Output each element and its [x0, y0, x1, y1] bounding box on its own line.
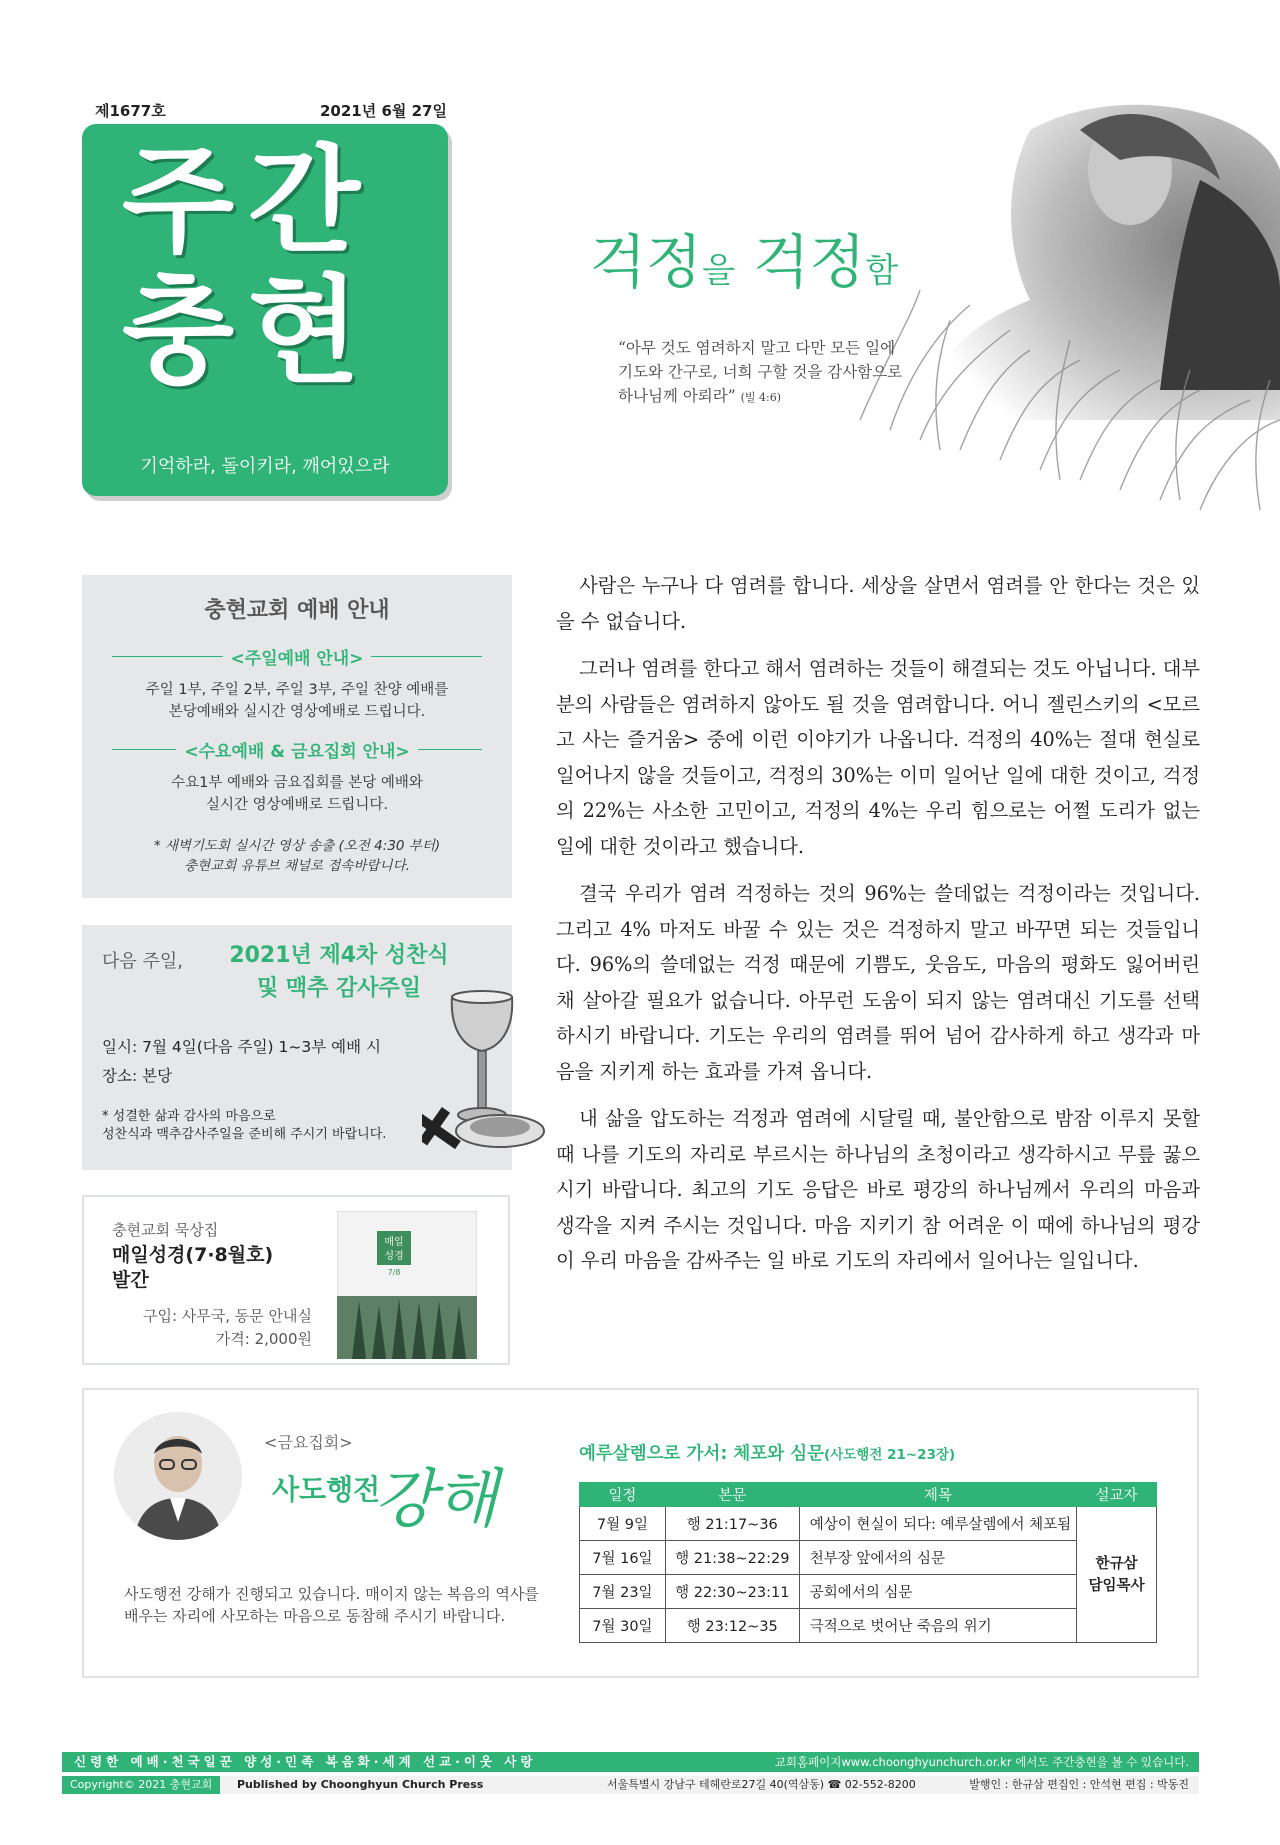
- communion-note: [102, 1108, 386, 1144]
- feature-article: [556, 568, 1200, 1291]
- quote-line-3: 하나님께 아뢰라”: [618, 387, 736, 405]
- masthead-title-line2: 충현: [122, 264, 375, 399]
- cover-text-2: 성경: [384, 1251, 404, 1262]
- masthead-title-line1: 주간: [122, 134, 375, 269]
- pastor-avatar: [114, 1412, 242, 1540]
- church-address: 서울특별시 강남구 테헤란로27길 40(역삼동) ☎ 02-552-8200: [607, 1778, 916, 1791]
- sunday-body-line-1: 주일 1부, 주일 2부, 주일 3부, 주일 찬양 예배를: [145, 682, 449, 698]
- row-title: 천부장 앞에서의 심문: [799, 1541, 1076, 1575]
- booklet-title: [112, 1243, 273, 1293]
- worship-info-box: [82, 575, 512, 898]
- column-header-date: 일정: [580, 1483, 666, 1507]
- quote-reference: (빌 4:6): [740, 391, 782, 404]
- booklet-price: 가격: 2,000원: [215, 1330, 312, 1348]
- weekday-body-line-1: 수요1부 예배와 금요집회를 본당 예배와: [171, 775, 423, 791]
- footer-slogan-bar: [62, 1752, 1199, 1772]
- lecture-desc-line-2: 배우는 자리에 사모하는 마음으로 동참해 주시기 바랍니다.: [124, 1607, 506, 1625]
- issue-date: 2021년 6월 27일: [320, 102, 447, 120]
- dawn-note-line-1: * 새벽기도회 실시간 영상 송출 (오전 4:30 부터): [153, 838, 441, 854]
- lecture-schedule-table: [579, 1482, 1157, 1643]
- masthead-motto: 기억하라, 돌이키라, 깨어있으라: [140, 456, 390, 477]
- website-link[interactable]: 교회홈페이지www.choonghyunchurch.or.kr 에서도 주간충현을 볼 수 있습니다.: [774, 1755, 1189, 1769]
- row-text: 행 21:17~36: [665, 1507, 799, 1541]
- devotional-booklet-box: [82, 1195, 510, 1365]
- weekday-worship-title: <수요예배 & 금요집회 안내>: [104, 737, 490, 762]
- preacher-cell: [1077, 1507, 1157, 1643]
- article-paragraph-1: 사람은 누구나 다 염려를 합니다. 세상을 살면서 염려를 안 한다는 것은 있을 수 없습니다.: [556, 574, 1200, 633]
- sunday-body-line-2: 본당예배와 실시간 영상예배로 드립니다.: [168, 704, 426, 720]
- row-date: 7월 23일: [580, 1575, 666, 1609]
- booklet-cover-image: [337, 1211, 477, 1359]
- issue-number: 제1677호: [95, 102, 166, 120]
- publisher-press: Published by Choonghyun Church Press: [237, 1778, 484, 1791]
- row-date: 7월 16일: [580, 1541, 666, 1575]
- quote-line-3-wrap: [618, 384, 978, 410]
- communion-note-line-2: 성찬식과 맥추감사주일을 준비해 주시기 바랍니다.: [102, 1127, 387, 1142]
- table-row: [580, 1575, 1157, 1609]
- dawn-note-line-2: 충현교회 유튜브 채널로 접속바랍니다.: [184, 858, 410, 874]
- table-row: [580, 1507, 1157, 1541]
- weekday-body-line-2: 실시간 영상예배로 드립니다.: [206, 797, 388, 813]
- preacher-name: 한규삼: [1095, 1555, 1138, 1572]
- communion-title-line-1: 2021년 제4차 성찬식: [229, 943, 449, 968]
- series-reference: (사도행전 21~23장): [824, 1447, 956, 1463]
- row-text: 행 21:38~22:29: [665, 1541, 799, 1575]
- lecture-title: 사도행전: [272, 1473, 381, 1506]
- row-date: 7월 9일: [580, 1507, 666, 1541]
- communion-notice-box: [82, 925, 512, 1170]
- worship-heading: 충현교회 예배 안내: [204, 598, 390, 623]
- communion-cup-icon: [422, 977, 562, 1167]
- headline-part-2: 을: [702, 251, 735, 291]
- masthead: [82, 124, 448, 496]
- lecture-script-title: 강해: [374, 1463, 498, 1537]
- headline-part-3: 걱정: [753, 228, 866, 296]
- booklet-publisher: 충현교회 묵상집: [112, 1221, 219, 1239]
- booklet-title-line-2: 발간: [112, 1269, 149, 1291]
- booklet-purchase-info: [143, 1305, 312, 1351]
- cover-text-1: 매일: [384, 1237, 404, 1248]
- column-header-text: 본문: [665, 1483, 799, 1507]
- church-slogan: 신령한 예배·천국일꾼 양성·민족 복음화·세계 선교·이웃 사랑: [74, 1754, 537, 1769]
- booklet-purchase: 구입: 사무국, 동문 안내실: [142, 1307, 312, 1325]
- scripture-quote: [618, 336, 978, 410]
- communion-place: 장소: 본당: [102, 1067, 173, 1085]
- row-title: 극적으로 벗어난 죽음의 위기: [799, 1609, 1076, 1643]
- row-title: 공회에서의 심문: [799, 1575, 1076, 1609]
- sunday-worship-body: [82, 679, 512, 723]
- feature-headline: [590, 215, 898, 299]
- headline-part-4: 함: [865, 251, 899, 291]
- lecture-desc-line-1: 사도행전 강해가 진행되고 있습니다. 매이지 않는 복음의 역사를: [124, 1585, 539, 1603]
- weekday-worship-body: [82, 772, 512, 816]
- row-date: 7월 30일: [580, 1609, 666, 1643]
- communion-note-line-1: * 성결한 삶과 감사의 마음으로: [102, 1109, 276, 1124]
- lecture-series-title: [579, 1440, 955, 1465]
- friday-lecture-box: [82, 1388, 1199, 1678]
- communion-prefix: 다음 주일,: [102, 951, 183, 972]
- communion-info: [102, 1033, 381, 1091]
- lecture-description: [124, 1583, 544, 1627]
- hero-photo-woman-in-grass: [560, 90, 1280, 560]
- row-text: 행 22:30~23:11: [665, 1575, 799, 1609]
- quote-line-1: “아무 것도 염려하지 말고 다만 모든 일에: [618, 339, 896, 357]
- article-paragraph-4: 내 삶을 압도하는 걱정과 염려에 시달릴 때, 불안함으로 밤잠 이루지 못할 때 나를 기도의 자리로 부르시는 하나님의 초청이라고 생각하시고 무릎 꿇으시기 바랍니다. 최고의 기도 응답은 바로 평강의 하나님께서 우리의 마음과 생각을 지켜 주시는 것입니다. 마음 지키기 참 어려운 이 때에 하나님의 평강이 우리 마음을 감싸주는 일 바로 기도의 자리에서 일어나는 일입니다.: [556, 1107, 1200, 1272]
- cover-issue: 7/8: [387, 1268, 401, 1277]
- article-paragraph-3: 결국 우리가 염려 걱정하는 것의 96%는 쓸데없는 걱정이라는 것입니다. 그리고 4% 마저도 바꿀 수 있는 것은 걱정하지 말고 바꾸면 되는 것들입니다. 96%의 쓸데없는 걱정 때문에 기쁨도, 웃음도, 마음의 평화도 잃어버린 채 살아갈 필요가 없습니다. 아무런 도움이 되지 않는 염려대신 기도를 선택하시기 바랍니다. 기도는 우리의 염려를 뛰어 넘어 감사하게 하고 생각과 마음을 지키게 하는 효과를 가져 옵니다.: [556, 882, 1200, 1083]
- booklet-title-line-1: 매일성경(7·8월호): [112, 1244, 274, 1266]
- headline-part-1: 걱정: [590, 228, 703, 296]
- column-header-title: 제목: [799, 1483, 1076, 1507]
- table-header-row: [580, 1483, 1157, 1507]
- copyright: Copyright© 2021 충현교회: [62, 1776, 220, 1794]
- row-text: 행 23:12~35: [665, 1609, 799, 1643]
- dawn-prayer-note: [82, 836, 512, 876]
- preacher-role: 담임목사: [1088, 1577, 1145, 1594]
- footer-imprint: [62, 1776, 1199, 1794]
- communion-date: 일시: 7월 4일(다음 주일) 1~3부 예배 시: [102, 1038, 381, 1056]
- quote-line-2: 기도와 간구로, 너희 구할 것을 감사함으로: [618, 363, 903, 381]
- series-name: 예루살렘으로 가서: 체포와 심문: [579, 1444, 825, 1464]
- lecture-kind: <금요집회>: [264, 1433, 353, 1452]
- article-paragraph-2: 그러나 염려를 한다고 해서 염려하는 것들이 해결되는 것도 아닙니다. 대부분의 사람들은 염려하지 않아도 될 것을 염려합니다. 어니 젤린스키의 <모르고 사는 즐거움> 중에 이런 이야기가 나옵니다. 걱정의 40%는 절대 현실로 일어나지 않을 것들이고, 걱정의 30%는 이미 일어난 일에 대한 것이고, 걱정의 22%는 사소한 고민이고, 걱정의 4%는 우리 힘으로는 어쩔 도리가 없는 일에 대한 것이라고 했습니다.: [556, 657, 1200, 858]
- row-title: 예상이 현실이 되다: 예루살렘에서 체포됨: [799, 1507, 1076, 1541]
- table-row: [580, 1541, 1157, 1575]
- table-row: [580, 1609, 1157, 1643]
- publication-staff: 발행인 : 한규삼 편집인 : 안석현 편집 : 박동진: [969, 1778, 1189, 1791]
- column-header-preacher: 설교자: [1077, 1483, 1157, 1507]
- communion-title-line-2: 및 맥추 감사주일: [256, 976, 422, 1001]
- sunday-worship-title: <주일예배 안내>: [104, 644, 490, 669]
